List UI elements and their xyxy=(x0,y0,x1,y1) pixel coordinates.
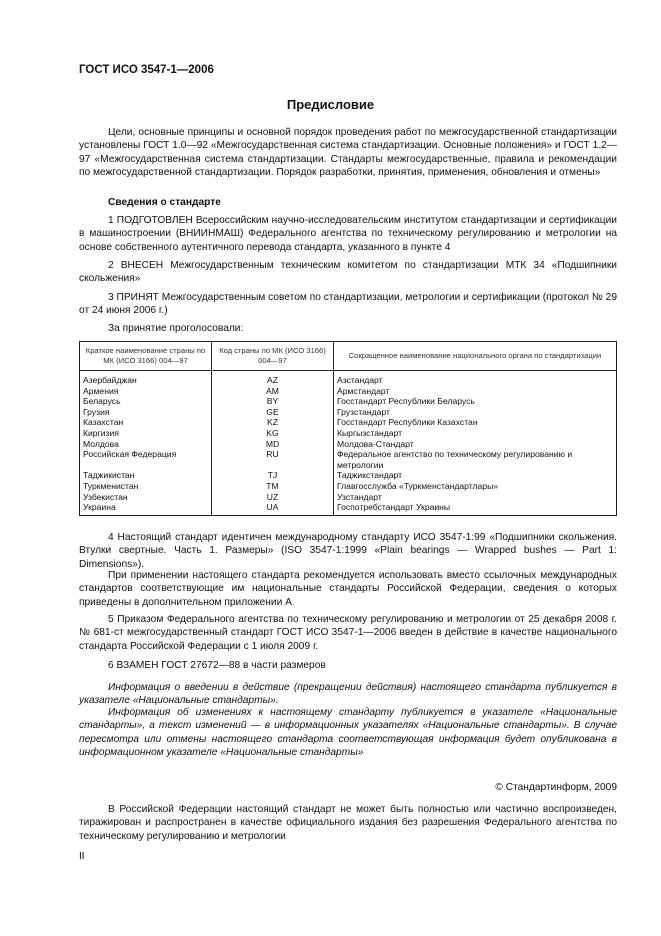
votes-caption: За принятие проголосовали: xyxy=(108,323,244,334)
country-name-cell: Азербайджан xyxy=(80,371,212,386)
item-2-paragraph: 2 ВНЕСЕН Межгосударственным техническим комитетом по стандартизации МТК 34 «Подшипники скольжения» xyxy=(79,260,617,285)
country-code-cell: RU xyxy=(212,449,334,470)
item-1-paragraph: 1 ПОДГОТОВЛЕН Всероссийским научно-исследовательским институтом стандартизации и сертификации в машиностроении (ВНИИНМАШ) Федерального агентства по техническому регулированию и метрологии на основе собственного аутентичного перевода стандарта, указанного в пункте 4 xyxy=(79,215,617,253)
table-row xyxy=(80,396,617,407)
item-5-paragraph: 5 Приказом Федерального агентства по техническому регулированию и метрологии от 25 декабря 2008 г. № 681-ст межгосударственный стандарт ГОСТ ИСО 3547-1—2006 введен в действие в качестве национального стандарта Российской Федерации с 1 июля 2009 г. xyxy=(79,614,617,652)
table-row xyxy=(80,371,617,386)
page-title: Предисловие xyxy=(286,97,375,112)
country-code-cell: KZ xyxy=(212,417,334,428)
country-name-cell: Грузия xyxy=(80,407,212,418)
table-row xyxy=(80,417,617,428)
country-code-cell: TJ xyxy=(212,470,334,481)
info-intro-paragraph: Информация о введении в действие (прекращении действия) настоящего стандарта публикуется в указателе «Национальные стандарты». xyxy=(79,682,617,707)
table-header-cell: Сокращенное наименование национального органа по стандартизации xyxy=(334,342,617,371)
item-3-paragraph: 3 ПРИНЯТ Межгосударственным советом по стандартизации, метрологии и сертификации (протокол № 29 от 24 июня 2006 г.) xyxy=(79,292,617,317)
standards-body-cell: Госстандарт Республики Беларусь xyxy=(334,396,617,407)
intro-paragraph: Цели, основные принципы и основной порядок проведения работ по межгосударственной стандартизации установлены ГОСТ 1.0—92 «Межгосударственная система стандартизации. Основные положения» и ГОСТ 1.2—97 «Межгосударственная система стандартизации. Стандарты межгосударственные, правила и рекомендации по межгосударственной стандартизации. Порядок разработки, принятия, применения, обновления и отмены» xyxy=(79,127,617,179)
table-row xyxy=(80,470,617,481)
standards-body-cell: Кыргызстандарт xyxy=(334,428,617,439)
section-heading: Сведения о стандарте xyxy=(108,197,221,208)
country-name-cell: Армения xyxy=(80,386,212,397)
page-number: II xyxy=(79,851,85,862)
table-row xyxy=(80,407,617,418)
table-header-cell: Код страны по МК (ИСО 3166) 004—97 xyxy=(212,342,334,371)
table-header-row xyxy=(80,342,617,371)
table-row xyxy=(80,449,617,470)
country-name-cell: Казахстан xyxy=(80,417,212,428)
standards-body-cell: Узстандарт xyxy=(334,492,617,503)
country-name-cell: Узбекистан xyxy=(80,492,212,503)
country-code-cell: UZ xyxy=(212,492,334,503)
country-code-cell: KG xyxy=(212,428,334,439)
item-6-paragraph: 6 ВЗАМЕН ГОСТ 27672—88 в части размеров xyxy=(108,660,326,671)
table-header-cell: Краткое наименование страны по МК (ИСО 3166) 004—97 xyxy=(80,342,212,371)
country-code-cell: TM xyxy=(212,481,334,492)
table-row xyxy=(80,386,617,397)
table-row xyxy=(80,481,617,492)
standards-body-cell: Грузстандарт xyxy=(334,407,617,418)
country-name-cell: Молдова xyxy=(80,439,212,450)
country-name-cell: Украина xyxy=(80,502,212,515)
copyright-line: © Стандартинформ, 2009 xyxy=(495,782,617,793)
legal-notice-paragraph: В Российской Федерации настоящий стандарт не может быть полностью или частично воспроизведен, тиражирован и распространен в качестве официального издания без разрешения Федерального агентства по техническому регулированию и метрологии xyxy=(79,804,617,842)
standards-body-cell: Таджикстандарт xyxy=(334,470,617,481)
country-code-cell: UA xyxy=(212,502,334,515)
table-row xyxy=(80,492,617,503)
table-row xyxy=(80,428,617,439)
document-header: ГОСТ ИСО 3547-1—2006 xyxy=(79,64,214,76)
country-name-cell: Беларусь xyxy=(80,396,212,407)
country-name-cell: Туркменистан xyxy=(80,481,212,492)
country-code-cell: AM xyxy=(212,386,334,397)
country-code-cell: MD xyxy=(212,439,334,450)
references-paragraph: При применении настоящего стандарта рекомендуется использовать вместо ссылочных международных стандартов соответствующие им национальные стандарты Российской Федерации, сведения о которых приведены в дополнительном приложении А xyxy=(79,570,617,608)
standards-body-cell: Госпотребстандарт Украины xyxy=(334,502,617,515)
standards-body-cell: Главгосслужба «Туркменстандартлары» xyxy=(334,481,617,492)
standards-body-cell: Азстандарт xyxy=(334,371,617,386)
standards-body-cell: Армстандарт xyxy=(334,386,617,397)
country-code-cell: BY xyxy=(212,396,334,407)
country-name-cell: Киргизия xyxy=(80,428,212,439)
country-code-cell: GE xyxy=(212,407,334,418)
countries-table xyxy=(79,341,617,516)
country-code-cell: AZ xyxy=(212,371,334,386)
standards-body-cell: Федеральное агентство по техническому регулированию и метрологии xyxy=(334,449,617,470)
table-row xyxy=(80,502,617,515)
info-changes-paragraph: Информация об изменениях к настоящему стандарту публикуется в указателе «Национальные стандарты», а текст изменений — в информационных указателях «Национальные стандарты». В случае пересмотра или отмены настоящего стандарта соответствующая информация будет опубликована в информационном указателе «Национальные стандарты» xyxy=(79,707,617,759)
standards-body-cell: Молдова-Стандарт xyxy=(334,439,617,450)
country-name-cell: Российская Федерация xyxy=(80,449,212,470)
table-row xyxy=(80,439,617,450)
item-4-paragraph: 4 Настоящий стандарт идентичен международному стандарту ИСО 3547-1:99 «Подшипники скольжения. Втулки свертные. Часть 1. Размеры» (ISO 3547-1:1999 «Plain bearings — Wrapped bushes — Part 1: Dimensions»). xyxy=(79,532,617,570)
standards-body-cell: Госстандарт Республики Казахстан xyxy=(334,417,617,428)
country-name-cell: Таджикистан xyxy=(80,470,212,481)
